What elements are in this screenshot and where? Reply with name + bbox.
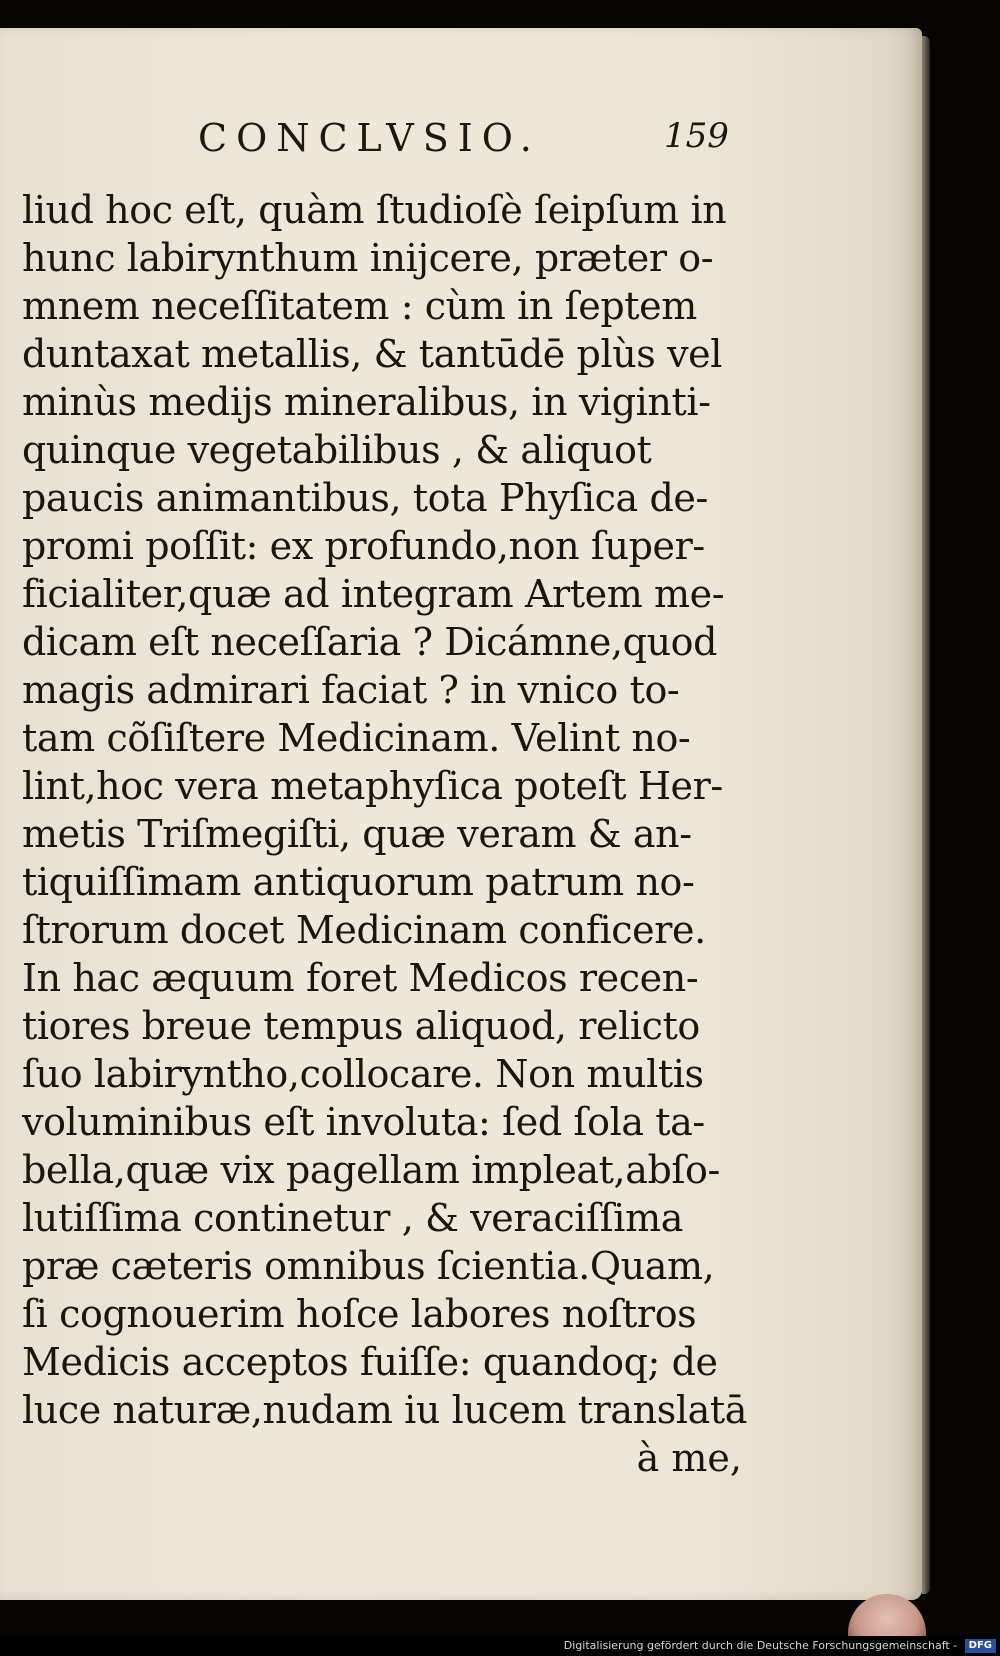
text-line: tiores breue tempus aliquod, relicto [22, 1004, 700, 1048]
text-line: Medicis acceptos fuiſſe: quandoq; de [22, 1340, 718, 1384]
page-edge [922, 36, 930, 1594]
text-line: ſi cognouerim hoſce labores noſtros [22, 1292, 697, 1336]
catchword: à me, [636, 1436, 742, 1480]
page-number: 159 [664, 116, 729, 156]
text-line: ſtrorum docet Medicinam conficere. [22, 908, 706, 952]
text-line: magis admirari faciat ? in vnico to- [22, 668, 680, 712]
text-line: ficialiter,quæ ad integram Artem me- [22, 572, 725, 616]
text-line: minùs medijs mineralibus, in viginti- [22, 380, 711, 424]
book-page [0, 28, 922, 1600]
text-line: tam cõſiſtere Medicinam. Velint no- [22, 716, 691, 760]
text-line: voluminibus eſt involuta: ſed ſola ta- [22, 1100, 705, 1144]
text-line: mnem neceſſitatem : cùm in ſeptem [22, 284, 697, 328]
text-line: lint,hoc vera metaphyſica poteſt Her- [22, 764, 723, 808]
digitization-credit [0, 1636, 1000, 1656]
body-text [22, 186, 747, 1434]
text-line: paucis animantibus, tota Phyſica de- [22, 476, 708, 520]
running-head: CONCLVSIO. [198, 116, 541, 160]
text-line: præ cæteris omnibus ſcientia.Quam, [22, 1244, 715, 1288]
text-line: lutiſſima continetur , & veraciſſima [22, 1196, 683, 1240]
text-line: quinque vegetabilibus , & aliquot [22, 428, 652, 472]
text-line: ſuo labirynthо,collocare. Non multis [22, 1052, 704, 1096]
text-line: hunc labirynthum inijcere, præter o- [22, 236, 714, 280]
text-line: tiquiſſimam antiquorum patrum no- [22, 860, 695, 904]
text-line: duntaxat metallis, & tantūdē plùs vel [22, 332, 722, 376]
text-line: promi poſſit: ex profundo,non ſuper- [22, 524, 705, 568]
text-line: metis Triſmegiſti, quæ veram & an- [22, 812, 692, 856]
text-line: In hac æquum foret Medicos recen- [22, 956, 699, 1000]
text-line: liud hoc eſt, quàm ſtudioſè ſeipſum in [22, 188, 727, 232]
text-line: luce naturæ,nudam iu lucem translatā [22, 1388, 747, 1432]
page-header [0, 116, 922, 176]
text-line: dicam eſt neceſſaria ? Dicámne,quod [22, 620, 718, 664]
text-line: bella,quæ vix pagellam impleat,abſo- [22, 1148, 720, 1192]
dfg-logo: DFG [965, 1639, 996, 1653]
credit-text: Digitalisierung gefördert durch die Deutsche Forschungsgemeinschaft - [563, 1639, 958, 1652]
